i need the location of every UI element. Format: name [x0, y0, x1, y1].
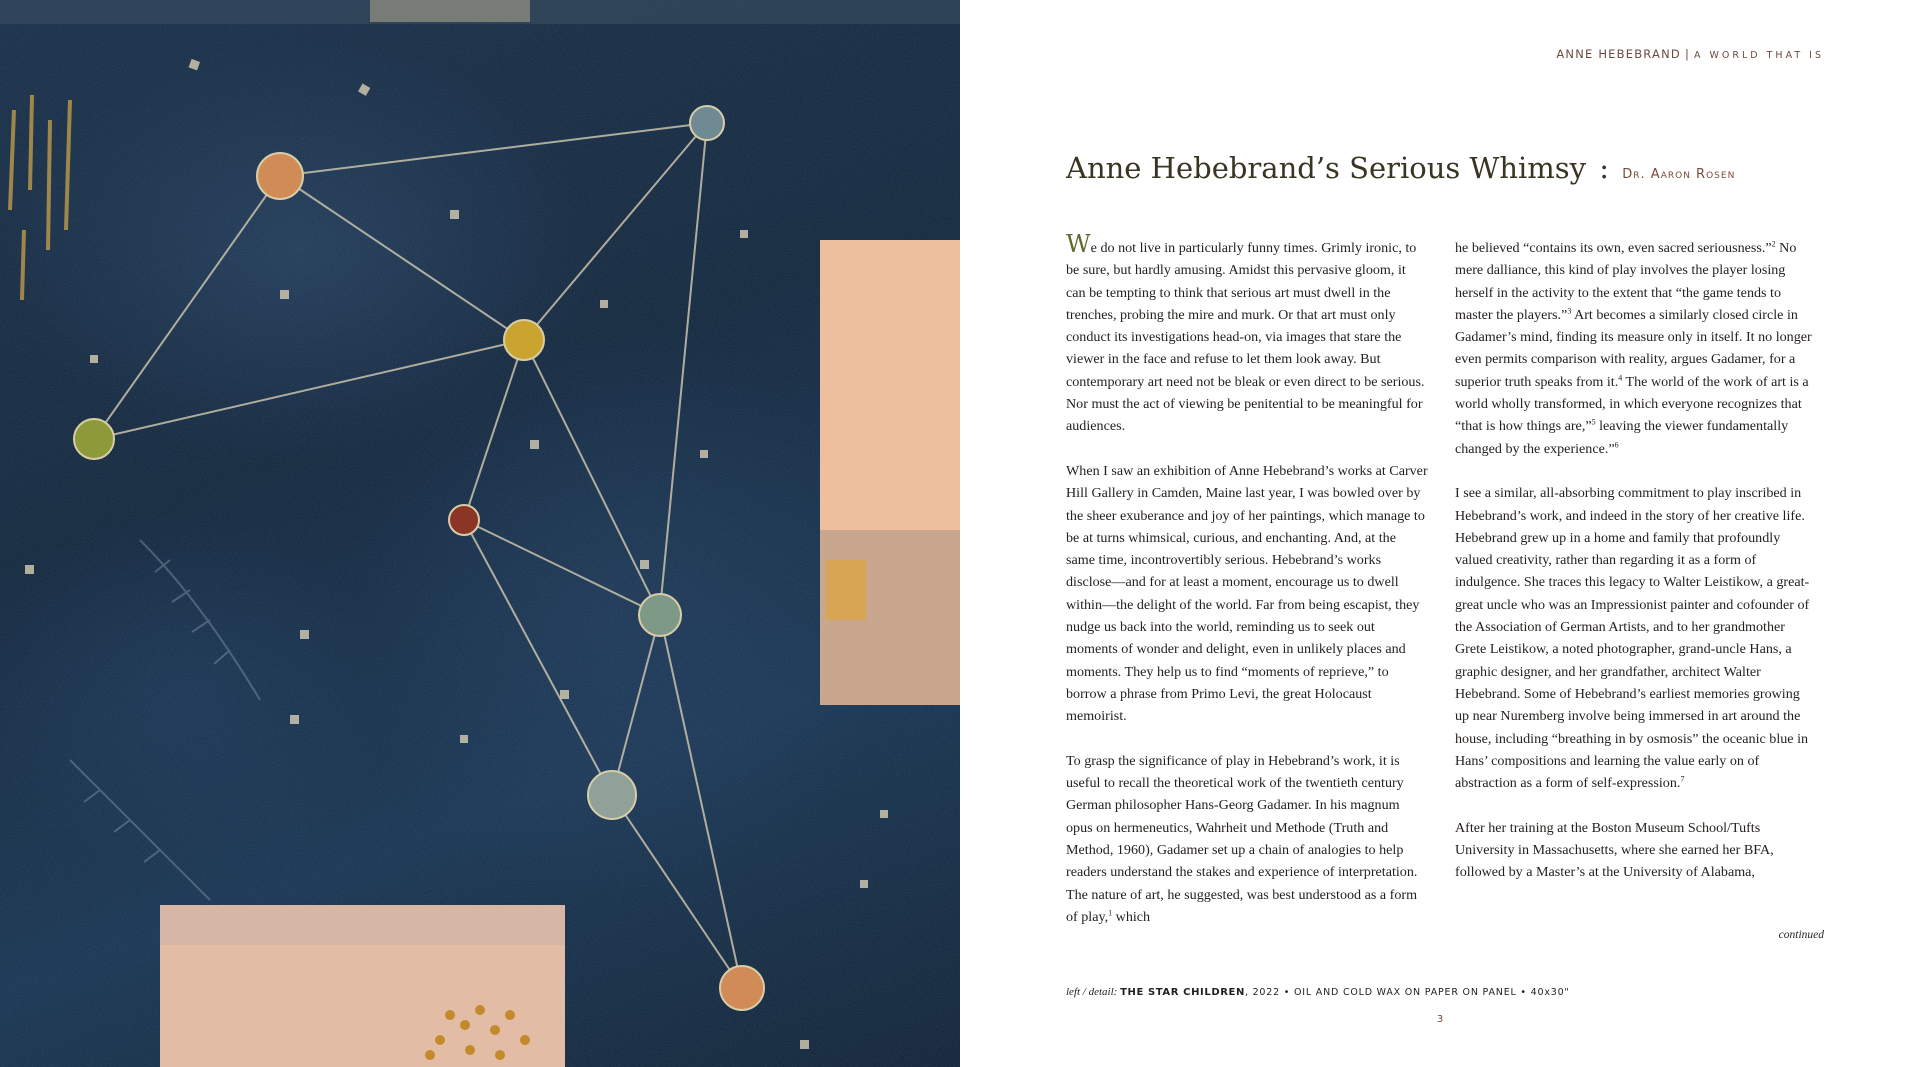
- caption-lead: left / detail:: [1066, 986, 1118, 998]
- header-artist: ANNE HEBEBRAND: [1556, 47, 1681, 61]
- header-separator: |: [1684, 47, 1691, 61]
- paragraph-text: To grasp the significance of play in Hebebrand’s work, it is useful to recall the theoretical work of the twentieth century German philosopher Hans-Georg Gadamer. In his magnum opus on hermeneutics, Wahrheit und Methode (Truth and Method, 1960), Gadamer set up a chain of analogies to help readers understand the stakes and experience of interpretation. The nature of art, he suggested, was best understood as a form of play,: [1066, 752, 1418, 925]
- paragraph: [1066, 230, 1428, 438]
- paragraph-text: he believed “contains its own, even sacred seriousness.”: [1455, 240, 1772, 256]
- paragraph: [1455, 237, 1817, 460]
- essay-title: [1066, 151, 1735, 185]
- paragraph-text: The world of the work of art is a world wholly transformed, in which everyone recognizes that “that is how things are,”: [1455, 373, 1809, 435]
- text-column-left: [1066, 230, 1428, 951]
- text-page: [960, 0, 1920, 1067]
- caption-work-title: THE STAR CHILDREN: [1120, 987, 1245, 998]
- paragraph-text: I see a similar, all-absorbing commitment to play inscribed in Hebebrand’s work, and indeed in the story of her creative life. Hebebrand grew up in a home and family that profoundly valued creativity, rather than regarding it as a form of indulgence. She traces this legacy to Walter Leistikow, a great-great uncle who was an Impressionist painter and cofounder of the Association of German Artists, and to her grandmother Grete Leistikow, a noted photographer, grand-uncle Hans, a graphic designer, and her grandfather, architect Walter Hebebrand. Some of Hebebrand’s earliest memories growing up near Nuremberg involve being immersed in art around the house, including “breathing in by osmosis” the oceanic blue in Hans’ compositions and learning the value early on of abstraction as a form of self-expression.: [1455, 485, 1810, 792]
- paragraph: [1455, 482, 1817, 794]
- paragraph-text: e do not live in particularly funny times. Grimly ironic, to be sure, but hardly amusing. Amidst this pervasive gloom, it can be tempting to think that serious art must dwell in the trenches, probing the mire and murk. Or that art must only conduct its investigations head-on, via images that stare the viewer in the face and refuse to let them look away. But contemporary art need not be bleak or even direct to be serious. Nor must the act of viewing be penitential to be meaningful for audiences.: [1066, 240, 1425, 435]
- page-number: 3: [1436, 1014, 1444, 1025]
- paragraph: After her training at the Boston Museum School/Tufts University in Massachusetts, where she earned her BFA, followed by a Master’s at the University of Alabama,: [1455, 819, 1774, 881]
- continued-label: continued: [1778, 929, 1824, 941]
- paragraph-text: which: [1112, 908, 1151, 925]
- footnote-ref: 1: [1108, 908, 1113, 918]
- caption-details: , 2022 • OIL AND COLD WAX ON PAPER ON PANEL • 40x30": [1244, 987, 1570, 998]
- paragraph: When I saw an exhibition of Anne Hebebrand’s works at Carver Hill Gallery in Camden, Maine last year, I was bowled over by the sheer exuberance and joy of her paintings, which manage to be at turns whimsical, curious, and enchanting. And, at the same time, incontrovertibly serious. Hebebrand’s works disclose—and for at least a moment, encourage us to dwell within—the delight of the world. Far from being escapist, they nudge us back into the world, reminding us to seek out moments of wonder and delight, even in unlikely places and moments. They help us to find “moments of reprieve,” to borrow a phrase from Primo Levi, the great Holocaust memoirist.: [1066, 462, 1428, 725]
- footnote-ref: 6: [1614, 439, 1619, 449]
- footnote-ref: 4: [1618, 373, 1623, 383]
- footnote-ref: 5: [1591, 417, 1596, 427]
- running-header: [1556, 47, 1824, 61]
- title-separator: :: [1599, 151, 1610, 185]
- essay-title-text: Anne Hebebrand’s Serious Whimsy: [1066, 151, 1587, 185]
- text-column-right: [1455, 237, 1817, 906]
- header-subtitle: A WORLD THAT IS: [1694, 50, 1824, 61]
- drop-cap: W: [1066, 230, 1091, 258]
- paragraph: [1066, 750, 1428, 928]
- footnote-ref: 2: [1771, 239, 1776, 249]
- image-caption: [1066, 986, 1570, 998]
- footnote-ref: 7: [1680, 774, 1685, 784]
- paragraph-text: leaving the viewer fundamentally changed by the experience.”: [1455, 418, 1789, 457]
- paragraph-text: Art becomes a similarly closed circle in Gadamer’s mind, finding its measure only in itself. It no longer even permits comparison with reality, argues Gadamer, for a superior truth speaks from it.: [1455, 306, 1812, 390]
- footnote-ref: 3: [1567, 306, 1572, 316]
- essay-author: Dr. Aaron Rosen: [1622, 167, 1736, 182]
- paragraph-text: No mere dalliance, this kind of play involves the player losing herself in the activity to the extent that “the game tends to master the players.”: [1455, 240, 1797, 323]
